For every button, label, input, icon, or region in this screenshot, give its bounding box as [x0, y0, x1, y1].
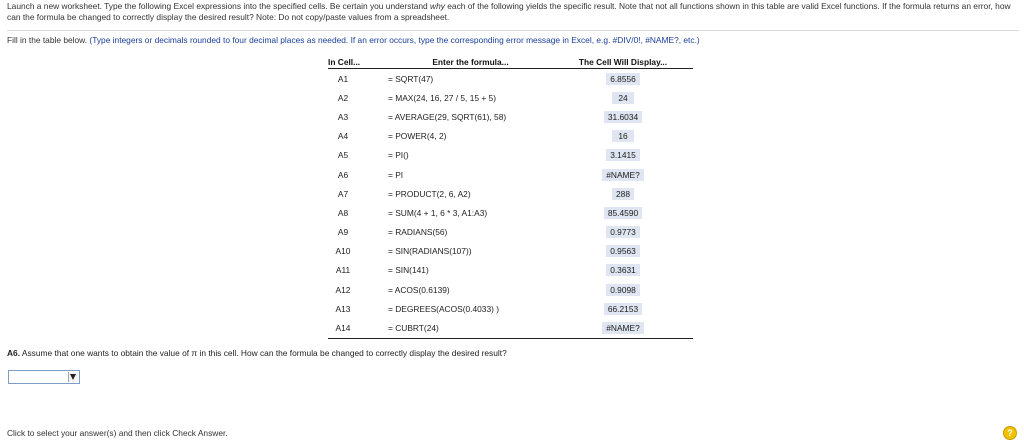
- formula-text: = PI(): [388, 150, 409, 161]
- display-cell: [553, 127, 693, 146]
- display-cell: [553, 146, 693, 165]
- display-cell: [553, 318, 693, 338]
- formula-text: = CUBRT(24): [388, 318, 553, 338]
- answer-field[interactable]: 16: [612, 130, 634, 142]
- formula-text: = AVERAGE(29, SQRT(61), 58): [388, 111, 507, 122]
- answer-field[interactable]: 66.2153: [604, 303, 642, 315]
- display-cell: [553, 69, 693, 89]
- table-row: [328, 88, 693, 107]
- answer-field[interactable]: 24: [612, 92, 634, 104]
- display-cell: [553, 184, 693, 203]
- cell-reference: A9: [337, 227, 349, 238]
- table-row: [328, 261, 693, 280]
- display-cell: [553, 280, 693, 299]
- cell-reference: A4: [337, 131, 349, 142]
- table-row: [328, 69, 693, 89]
- answer-field[interactable]: #NAME?: [602, 169, 644, 181]
- cell-reference: A3: [337, 111, 349, 122]
- table-row: [328, 318, 693, 338]
- display-cell: [553, 242, 693, 261]
- answer-field[interactable]: 288: [612, 188, 634, 200]
- formula-text: = SQRT(47): [388, 73, 434, 84]
- question-mark-icon[interactable]: ?: [1003, 426, 1017, 440]
- table-row: [328, 242, 693, 261]
- cell-reference: A1: [337, 73, 349, 84]
- table-row: [328, 184, 693, 203]
- table-row: [328, 203, 693, 222]
- display-cell: [553, 203, 693, 222]
- answer-field[interactable]: 0.9563: [606, 245, 640, 257]
- header-display: The Cell Will Display...: [553, 56, 693, 69]
- answer-field[interactable]: 31.6034: [604, 111, 642, 123]
- instructions: [7, 1, 1017, 23]
- answer-field[interactable]: 0.3631: [606, 264, 640, 276]
- formula-text: = PRODUCT(2, 6, A2): [388, 188, 471, 199]
- fill-prompt-lead: Fill in the table below.: [7, 35, 90, 45]
- formula-text: = SUM(4 + 1, 6 * 3, A1:A3): [388, 207, 488, 218]
- display-cell: [553, 261, 693, 280]
- cell-reference: A12: [335, 284, 351, 295]
- display-cell: [553, 165, 693, 184]
- answer-field[interactable]: 85.4590: [604, 207, 642, 219]
- fill-prompt: [7, 35, 700, 46]
- status-text: Click to select your answer(s) and then click Check Answer.: [7, 428, 228, 438]
- instructions-text-2: each of the following yields the specific result. Note that not all functions shown in this table are valid Excel functions. If the formula returns an error, how can the formula be changed to correctly display the desired result? Note: Do not copy/paste values from a spreadsheet.: [7, 1, 1011, 22]
- answer-field[interactable]: 6.8556: [606, 73, 640, 85]
- fill-prompt-hint: (Type integers or decimals rounded to four decimal places as needed. If an error occurs, type the corresponding error message in Excel, e.g. #DIV/0!, #NAME?, etc.): [89, 35, 700, 45]
- cell-reference: A11: [335, 265, 351, 276]
- answer-dropdown[interactable]: [8, 370, 80, 384]
- answer-field[interactable]: 0.9773: [606, 226, 640, 238]
- triangle-down-icon: [70, 374, 76, 380]
- cell-reference: A8: [337, 207, 349, 218]
- display-cell: [553, 107, 693, 126]
- formula-text: = ACOS(0.6139): [388, 284, 450, 295]
- table-body: [328, 69, 693, 339]
- formula-text: = RADIANS(56): [388, 227, 448, 238]
- instructions-text-1: Launch a new worksheet. Type the following Excel expressions into the specified cells. Be certain you understand: [7, 1, 431, 11]
- header-cell: In Cell...: [328, 56, 388, 69]
- table-row: [328, 223, 693, 242]
- answer-field[interactable]: 3.1415: [606, 149, 640, 161]
- table-row: [328, 280, 693, 299]
- cell-reference: A2: [337, 92, 349, 103]
- table-row: [328, 146, 693, 165]
- display-cell: [553, 223, 693, 242]
- instructions-emphasis: why: [430, 1, 445, 11]
- cell-reference: A5: [337, 150, 349, 161]
- cell-reference: A10: [335, 246, 351, 257]
- display-cell: [553, 299, 693, 318]
- question-text: Assume that one wants to obtain the value of π in this cell. How can the formula be changed to correctly display the desired result?: [20, 348, 507, 358]
- table-row: [328, 165, 693, 184]
- table-header-row: [328, 56, 693, 69]
- divider: [7, 30, 1019, 31]
- formula-text: = POWER(4, 2): [388, 131, 447, 142]
- formula-text: = SIN(141): [388, 265, 429, 276]
- answer-field[interactable]: 0.9098: [606, 284, 640, 296]
- formula-text: = SIN(RADIANS(107)): [388, 246, 472, 257]
- cell-reference: A6: [337, 169, 349, 180]
- question: [7, 348, 507, 359]
- formula-text: = PI: [388, 169, 404, 180]
- table-row: [328, 127, 693, 146]
- dropdown-arrow-button[interactable]: [68, 372, 78, 382]
- table-row: [328, 107, 693, 126]
- formula-table: [328, 56, 693, 339]
- formula-text: = MAX(24, 16, 27 / 5, 15 + 5): [388, 92, 497, 103]
- answer-field[interactable]: #NAME?: [602, 322, 644, 334]
- cell-reference: A14: [328, 318, 388, 338]
- table-row: [328, 299, 693, 318]
- cell-reference: A7: [337, 188, 349, 199]
- question-label: A6.: [7, 348, 21, 358]
- header-formula: Enter the formula...: [388, 56, 553, 69]
- formula-text: = DEGREES(ACOS(0.4033) ): [388, 303, 500, 314]
- cell-reference: A13: [335, 303, 351, 314]
- display-cell: [553, 88, 693, 107]
